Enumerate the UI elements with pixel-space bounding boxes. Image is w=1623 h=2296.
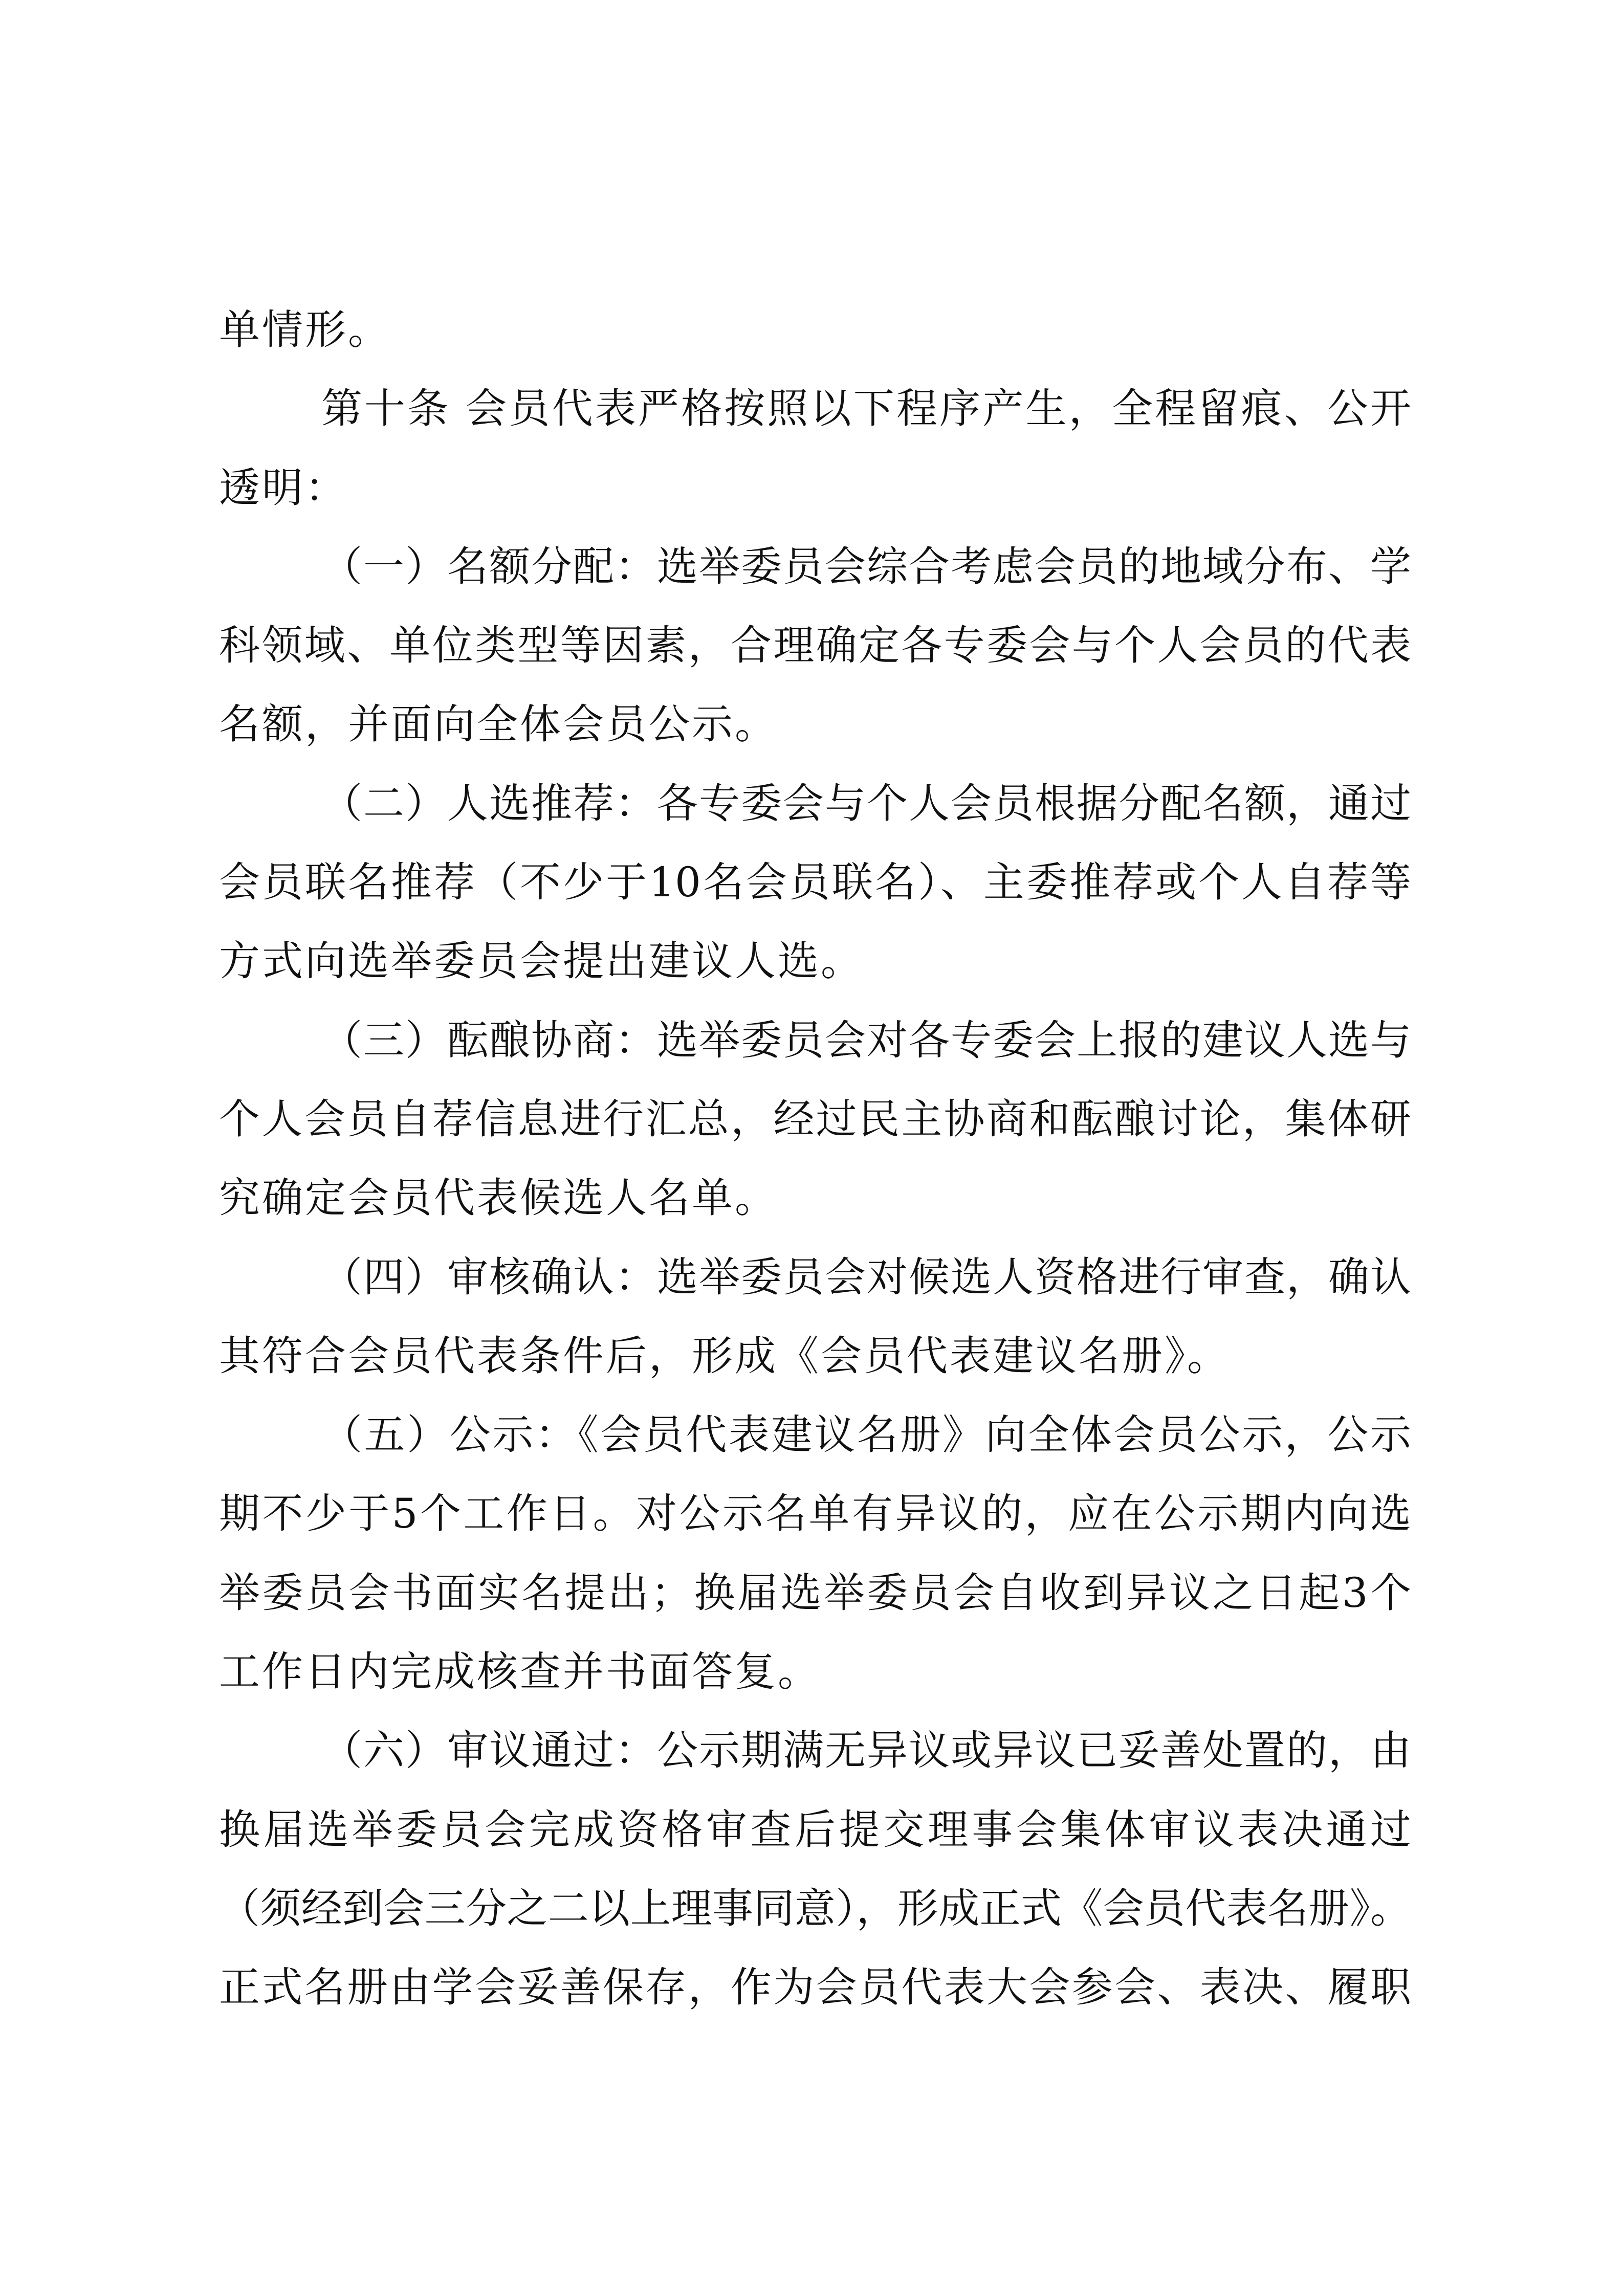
text-line: 会员联名推荐（不少于10名会员联名）、主委推荐或个人自荐等: [219, 858, 1411, 907]
text-line: 其符合会员代表条件后，形成《会员代表建议名册》。: [219, 1332, 1230, 1380]
clause-3-line: （三）酝酿协商：选举委员会对各专委会上报的建议人选与: [321, 1016, 1411, 1064]
clause-4-line: （四）审核确认：选举委员会对候选人资格进行审查，确认: [321, 1253, 1411, 1301]
text-line: 换届选举委员会完成资格审查后提交理事会集体审议表决通过: [219, 1805, 1411, 1853]
text-line: 工作日内完成核查并书面答复。: [219, 1648, 821, 1696]
clause-2-line: （二）人选推荐：各专委会与个人会员根据分配名额，通过: [321, 779, 1411, 827]
text-line: （须经到会三分之二以上理事同意），形成正式《会员代表名册》。: [219, 1884, 1411, 1932]
text-line: 透明：: [219, 463, 348, 512]
text-line: 正式名册由学会妥善保存，作为会员代表大会参会、表决、履职: [219, 1963, 1411, 2012]
article-10-heading-line: 第十条 会员代表严格按照以下程序产生，全程留痕、公开: [321, 385, 1411, 433]
text-line: 方式向选举委员会提出建议人选。: [219, 937, 864, 985]
text-line: 单情形。: [219, 306, 391, 354]
text-line: 举委员会书面实名提出；换届选举委员会自收到异议之日起3个: [219, 1569, 1411, 1617]
text-line: 科领域、单位类型等因素，合理确定各专委会与个人会员的代表: [219, 622, 1411, 670]
text-line: 期不少于5个工作日。对公示名单有异议的，应在公示期内向选: [219, 1490, 1411, 1538]
document-body: [219, 291, 1411, 2027]
text-line: 名额，并面向全体会员公示。: [219, 700, 778, 748]
clause-5-line: （五）公示：《会员代表建议名册》向全体会员公示，公示: [321, 1411, 1411, 1459]
clause-6-line: （六）审议通过：公示期满无异议或异议已妥善处置的，由: [321, 1727, 1411, 1775]
text-line: 究确定会员代表候选人名单。: [219, 1174, 778, 1222]
clause-1-line: （一）名额分配：选举委员会综合考虑会员的地域分布、学: [321, 542, 1411, 590]
text-line: 个人会员自荐信息进行汇总，经过民主协商和酝酿讨论，集体研: [219, 1095, 1411, 1143]
